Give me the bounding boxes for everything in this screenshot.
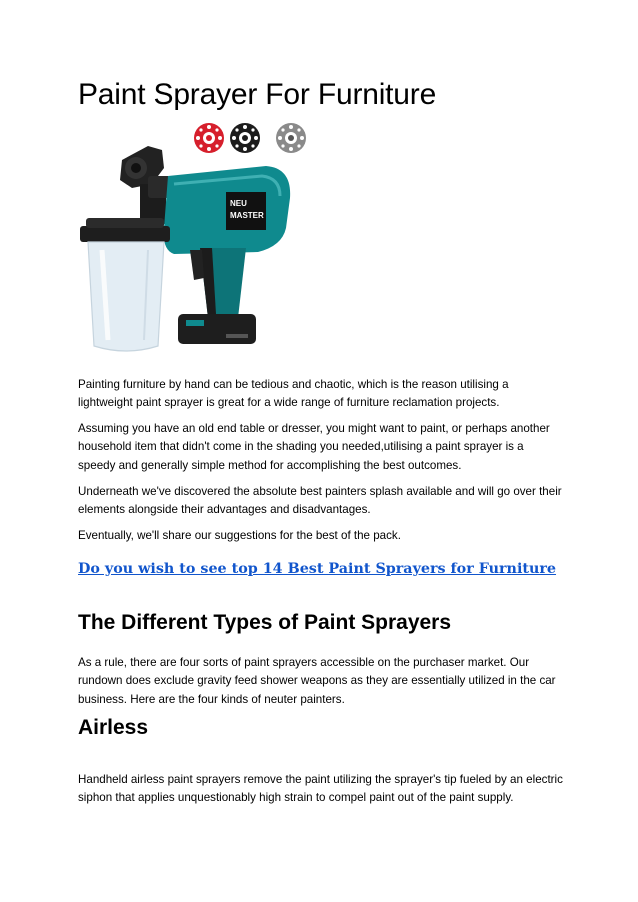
paragraph-2: Assuming you have an old end table or dresser, you might want to paint, or perhaps another household item that didn't come in the shading you needed,utilising a paint sprayer is a speedy and generally simple method for accomplishing the best outcomes. <box>78 422 550 472</box>
brand-text-line2: MASTER <box>230 211 264 220</box>
paragraph-1: Painting furniture by hand can be tedious and chaotic, which is the reason utilising a lightweight paint sprayer is great for a wide range of furniture reclamation projects. <box>78 378 509 410</box>
gray-nozzle-cap-icon <box>276 123 306 153</box>
brand-text-line1: NEU <box>230 199 247 208</box>
subsection-heading: Airless <box>78 716 149 739</box>
paint-sprayer-product-image <box>78 118 328 360</box>
paragraph-3: Underneath we've discovered the absolute best painters splash available and will go over their elements alongside their advantages and disadvantages. <box>78 485 562 517</box>
section-paragraph: As a rule, there are four sorts of paint sprayers accessible on the purchaser market. Our rundown does exclude gravity feed shower weapons as they are essentially utilized in the car business. Here are the four kinds of neuter painters. <box>78 656 556 706</box>
best-paint-sprayers-link[interactable]: Do you wish to see top 14 Best Paint Sprayers for Furniture <box>78 561 557 577</box>
section-heading: The Different Types of Paint Sprayers <box>78 611 452 634</box>
page-title: Paint Sprayer For Furniture <box>78 78 437 111</box>
red-nozzle-cap-icon <box>194 123 224 153</box>
black-nozzle-cap-icon <box>230 123 260 153</box>
paragraph-4: Eventually, we'll share our suggestions for the best of the pack. <box>78 529 401 542</box>
subsection-paragraph: Handheld airless paint sprayers remove the paint utilizing the sprayer's tip fueled by an electric siphon that applies unquestionably high strain to compel paint out of the paint supply. <box>78 773 563 805</box>
